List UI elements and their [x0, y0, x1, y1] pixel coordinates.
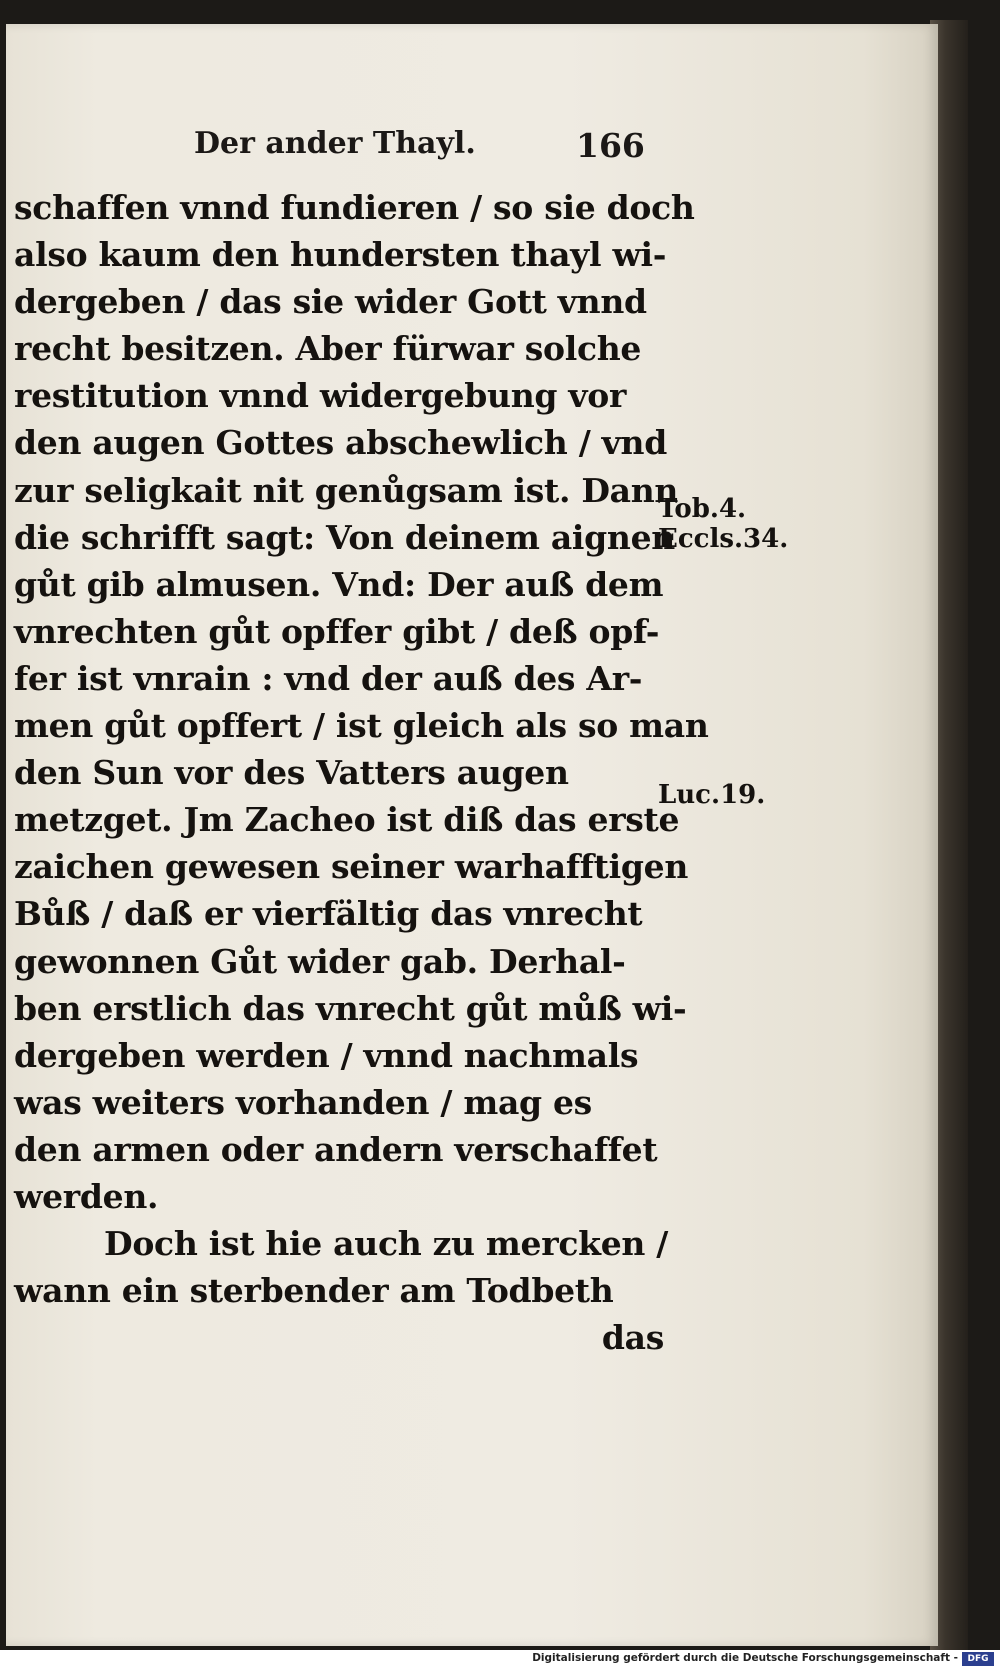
text-line: also kaum den hundersten thayl wi- — [14, 235, 667, 275]
text-line: schaffen vnnd fundieren / so sie doch — [14, 188, 695, 227]
marginal-reference: Tob.4. — [658, 494, 747, 524]
text-line: den Sun vor des Vatters augen — [14, 753, 569, 793]
text-line: fer ist vnrain : vnd der auß des Ar- — [14, 658, 643, 698]
dfg-logo: DFG — [962, 1652, 994, 1666]
text-line: zaichen gewesen seiner warhafftigen — [14, 847, 689, 887]
marginal-reference: Eccls.34. — [658, 524, 789, 554]
catchword: das — [601, 1318, 664, 1358]
text-line: wann ein sterbender am Todbeth — [14, 1271, 614, 1311]
running-title: Der ander Thayl. — [194, 126, 476, 161]
text-line: restitution vnnd widergebung vor — [14, 376, 627, 416]
text-line: vnrechten gůt opffer gibt / deß opf- — [14, 611, 660, 651]
text-line: men gůt opffert / ist gleich als so man — [14, 706, 709, 746]
text-line: den augen Gottes abschewlich / vnd — [14, 423, 667, 463]
text-line: den armen oder andern verschaffet — [14, 1129, 658, 1169]
text-line: dergeben / das sie wider Gott vnnd — [14, 282, 647, 322]
text-line: gůt gib almusen. Vnd: Der auß dem — [14, 564, 664, 604]
text-line: ben erstlich das vnrecht gůt můß wi- — [14, 988, 687, 1028]
page-header — [6, 126, 938, 170]
text-line: recht besitzen. Aber fürwar solche — [14, 329, 642, 369]
text-line: gewonnen Gůt wider gab. Derhal- — [14, 941, 626, 981]
marginal-reference: Luc.19. — [658, 780, 766, 810]
page-number: 166 — [576, 126, 645, 165]
text-line: zur seligkait nit genůgsam ist. Dann — [14, 470, 679, 510]
text-line: dergeben werden / vnnd nachmals — [14, 1035, 639, 1075]
funding-credit: Digitalisierung gefördert durch die Deutsche Forschungsgemeinschaft - — [532, 1652, 958, 1664]
text-line: werden. — [14, 1176, 159, 1216]
text-line: metzget. Jm Zacheo ist diß das erste — [14, 800, 680, 840]
book-page — [6, 24, 938, 1646]
text-line: die schrifft sagt: Von deinem aignen — [14, 517, 675, 557]
digitization-footer — [0, 1650, 1000, 1669]
text-line: was weiters vorhanden / mag es — [14, 1082, 592, 1122]
text-line: Doch ist hie auch zu mercken / — [104, 1224, 669, 1264]
text-line: Bůß / daß er vierfältig das vnrecht — [14, 894, 643, 934]
